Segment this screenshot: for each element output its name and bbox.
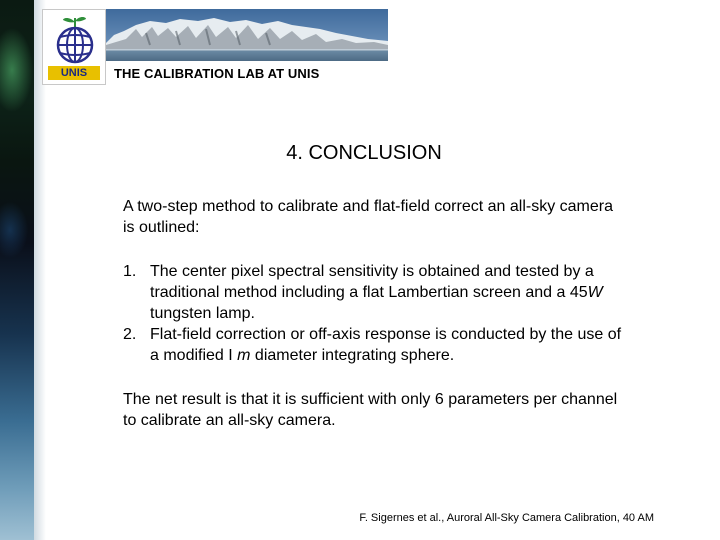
unis-logo <box>42 9 106 85</box>
list-text: The center pixel spectral sensitivity is obtained and tested by a traditional method including a flat Lambertian screen and a 45 <box>150 263 594 301</box>
list-text-end: diameter integrating sphere. <box>250 347 455 364</box>
arctic-mountains-photo <box>106 9 388 61</box>
page-title: 4. CONCLUSION <box>286 142 442 164</box>
lab-title: THE CALIBRATION LAB AT UNIS <box>114 66 320 81</box>
list-item <box>123 261 623 324</box>
result-paragraph: The net result is that it is sufficient with only 6 parameters per channel to calibrate an all-sky camera. <box>123 391 618 429</box>
intro-paragraph: A two-step method to calibrate and flat-field correct an all-sky camera is outlined: <box>123 198 613 236</box>
steps-list <box>123 261 623 366</box>
list-text: Flat-field correction or off-axis response is conducted by the use of a modified I <box>150 326 622 364</box>
unit-emphasis: W <box>587 284 603 301</box>
aurora-side-strip <box>0 0 34 540</box>
list-number: 2. <box>123 326 137 343</box>
list-text-end: tungsten lamp. <box>150 305 255 322</box>
logo-label: UNIS <box>48 66 100 80</box>
unit-emphasis: m <box>237 347 251 364</box>
list-item <box>123 324 623 366</box>
citation-footer: F. Sigernes et al., Auroral All-Sky Camera Calibration, 40 AM <box>359 512 654 524</box>
globe-sprout-icon <box>49 14 101 66</box>
list-number: 1. <box>123 263 137 280</box>
